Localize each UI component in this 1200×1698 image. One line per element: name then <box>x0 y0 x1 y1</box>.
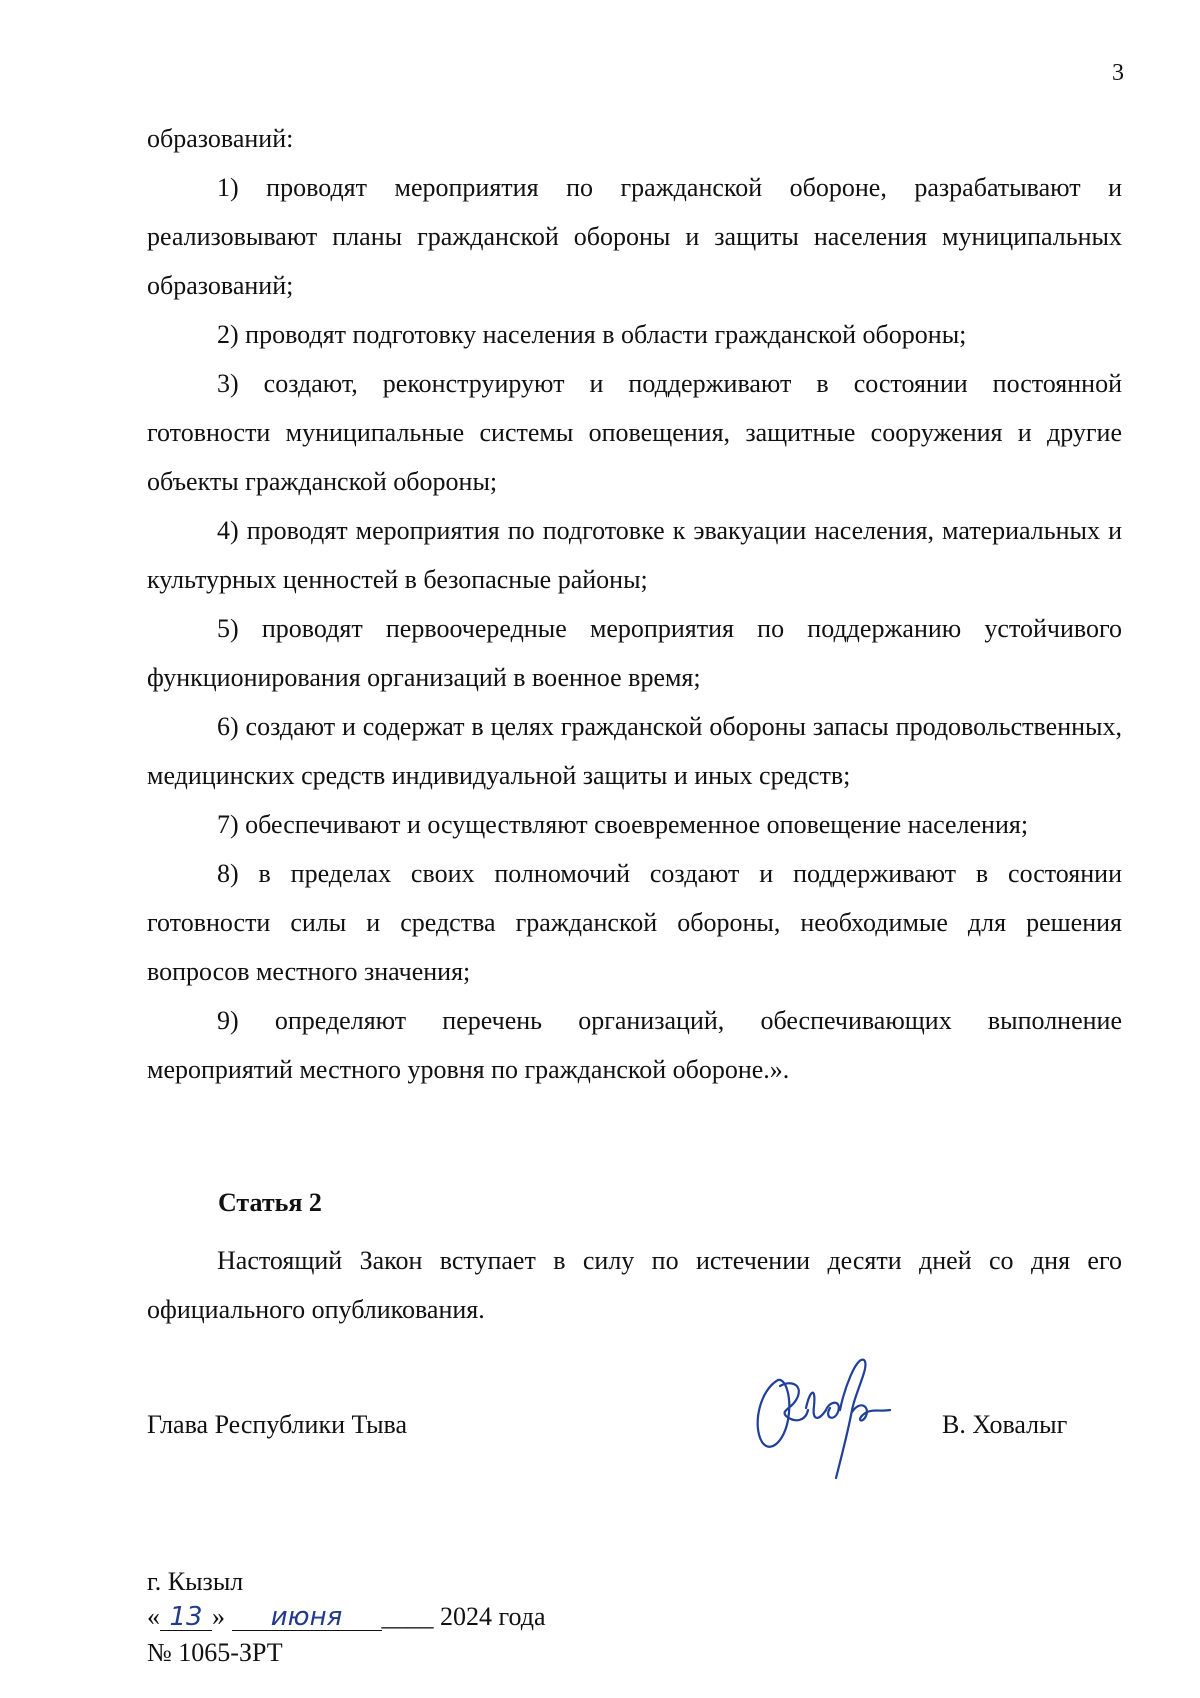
handwritten-signature <box>740 1350 910 1490</box>
page-number: 3 <box>1112 60 1124 86</box>
article-heading: Статья 2 <box>218 1188 322 1217</box>
signatory-name: В. Ховалыг <box>942 1410 1068 1439</box>
date-day-handwritten: 13 <box>160 1604 212 1631</box>
date-month-handwritten: июня <box>232 1604 382 1631</box>
list-item: 6) создают и содержат в целях гражданской обороны запасы продовольственных, медицинских средств индивидуальной защиты и иных средств; <box>147 712 1122 790</box>
quote-open: « <box>147 1602 160 1631</box>
date-year: 2024 года <box>440 1602 546 1631</box>
law-number: № 1065-ЗРТ <box>147 1638 283 1667</box>
quote-close: » <box>212 1602 225 1631</box>
list-item: 7) обеспечивают и осуществляют своевременное оповещение населения; <box>217 810 1029 839</box>
list-item: 1) проводят мероприятия по гражданской обороне, разрабатывают и реализовывают планы гражданской обороны и защиты населения муниципальных образований; <box>147 173 1122 300</box>
list-item: 3) создают, реконструируют и поддерживают в состоянии постоянной готовности муниципальные системы оповещения, защитные сооружения и другие объекты гражданской обороны; <box>147 369 1122 496</box>
document-body <box>147 114 1122 1094</box>
place-of-signing: г. Кызыл <box>147 1567 244 1596</box>
list-item: 2) проводят подготовку населения в области гражданской обороны; <box>217 320 967 349</box>
list-item: 8) в пределах своих полномочий создают и поддерживают в состоянии готовности силы и средства гражданской обороны, необходимые для решения вопросов местного значения; <box>147 859 1122 986</box>
signatory-title: Глава Республики Тыва <box>147 1410 408 1439</box>
paragraph: образований: <box>147 124 294 153</box>
list-item: 5) проводят первоочередные мероприятия по поддержанию устойчивого функционирования организаций в военное время; <box>147 614 1122 692</box>
list-item: 4) проводят мероприятия по подготовке к эвакуации населения, материальных и культурных ценностей в безопасные районы; <box>147 516 1122 594</box>
signing-date: « 13 » июня ____ 2024 года <box>147 1602 546 1632</box>
list-item: 9) определяют перечень организаций, обеспечивающих выполнение мероприятий местного уровня по гражданской обороне.». <box>147 1006 1122 1084</box>
article-text: Настоящий Закон вступает в силу по истечении десяти дней со дня его официального опубликования. <box>147 1246 1122 1324</box>
